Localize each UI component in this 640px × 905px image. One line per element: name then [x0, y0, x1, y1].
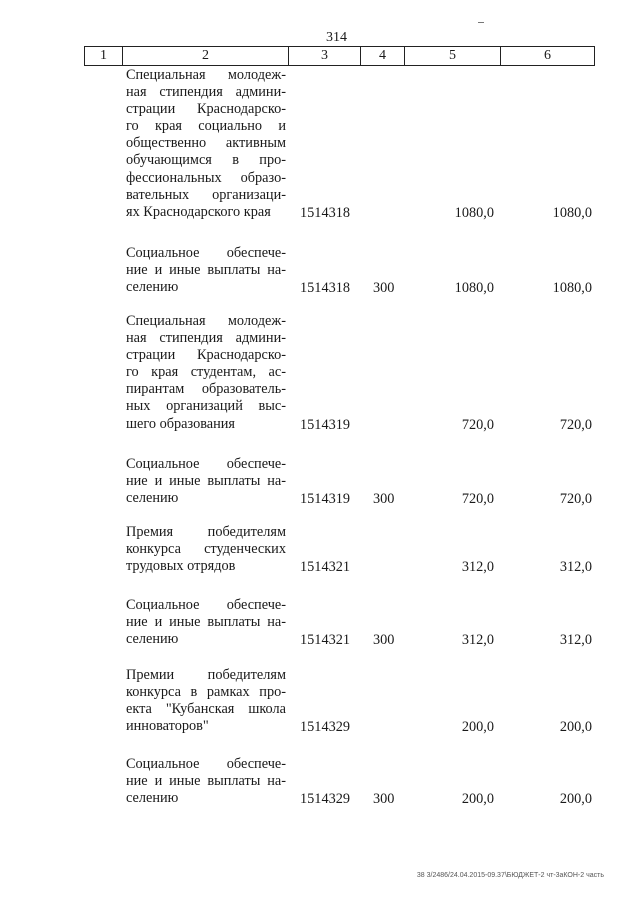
target-code: 1514318 [300, 280, 351, 297]
description-line: Социальное обеспече- [126, 456, 286, 472]
column-header-6: 6 [501, 47, 595, 66]
amount-col6: 312,0 [559, 559, 592, 576]
description-line: ние и иные выплаты на- [126, 262, 286, 279]
description-line: вательных организаци- [126, 186, 286, 203]
description-line: Премия победителям [126, 524, 286, 540]
expense-type: 300 [373, 280, 395, 297]
column-header-2: 2 [123, 47, 289, 66]
description-line: Премии победителям [126, 667, 286, 683]
description-line: го края социально и [126, 118, 286, 135]
amount-col5: 312,0 [461, 559, 494, 576]
description-line: селению [126, 490, 179, 507]
description-line: екта "Кубанская школа [126, 701, 286, 718]
description-line: селению [126, 631, 179, 648]
target-code: 1514318 [300, 204, 351, 221]
description-line: фессиональных образо- [126, 169, 286, 186]
expense-type: 300 [373, 491, 395, 508]
amount-col5: 312,0 [461, 632, 494, 649]
description-line: го края студентам, ас- [126, 364, 286, 381]
expense-type: 300 [373, 632, 395, 649]
row-description [126, 597, 286, 648]
target-code: 1514319 [300, 491, 351, 508]
target-code: 1514329 [300, 791, 351, 808]
column-header-5: 5 [405, 47, 501, 66]
row-description [126, 456, 286, 507]
target-code: 1514321 [300, 559, 351, 576]
description-line: Специальная молодеж- [126, 67, 286, 83]
description-line: пирантам образователь- [126, 381, 286, 398]
target-code: 1514329 [300, 719, 351, 736]
row-description [126, 245, 286, 296]
row-description [126, 524, 286, 575]
description-line: селению [126, 279, 179, 296]
description-line: Специальная молодеж- [126, 313, 286, 329]
description-line: ние и иные выплаты на- [126, 473, 286, 490]
row-description [126, 756, 286, 807]
amount-col5: 720,0 [461, 416, 494, 433]
amount-col6: 312,0 [559, 632, 592, 649]
description-line: страции Краснодарско- [126, 101, 286, 118]
row-description [126, 667, 286, 735]
amount-col5: 720,0 [461, 491, 494, 508]
amount-col5: 200,0 [461, 791, 494, 808]
column-header-3: 3 [289, 47, 361, 66]
description-line: ных организаций выс- [126, 398, 286, 415]
description-line: ние и иные выплаты на- [126, 614, 286, 631]
description-line: конкурса в рамках про- [126, 684, 286, 701]
description-line: обучающимся в про- [126, 152, 286, 169]
amount-col5: 200,0 [461, 719, 494, 736]
amount-col6: 720,0 [559, 416, 592, 433]
description-line: ная стипендия админи- [126, 330, 286, 347]
amount-col5: 1080,0 [454, 204, 494, 221]
expense-type: 300 [373, 791, 395, 808]
page-number: 314 [326, 30, 347, 45]
amount-col6: 1080,0 [552, 280, 592, 297]
description-line: ная стипендия админи- [126, 84, 286, 101]
column-header-4: 4 [361, 47, 405, 66]
footer-stamp: 38 3/2486/24.04.2015-09.37\БЮДЖЕТ-2 чт-3аКОН-2 часть [416, 872, 604, 879]
description-line: селению [126, 790, 179, 807]
amount-col6: 200,0 [559, 719, 592, 736]
amount-col6: 1080,0 [552, 204, 592, 221]
description-line: Социальное обеспече- [126, 597, 286, 613]
amount-col6: 720,0 [559, 491, 592, 508]
amount-col6: 200,0 [559, 791, 592, 808]
row-description [126, 67, 286, 221]
description-line: Социальное обеспече- [126, 245, 286, 261]
description-line: шего образования [126, 415, 235, 432]
description-line: инноваторов" [126, 718, 209, 735]
description-line: трудовых отрядов [126, 558, 236, 575]
description-line: общественно активным [126, 135, 286, 152]
target-code: 1514319 [300, 416, 351, 433]
description-line: ние и иные выплаты на- [126, 773, 286, 790]
description-line: ях Краснодарского края [126, 203, 271, 220]
column-header-1: 1 [85, 47, 123, 66]
description-line: Социальное обеспече- [126, 756, 286, 772]
description-line: страции Краснодарско- [126, 347, 286, 364]
row-description [126, 313, 286, 433]
description-line: конкурса студенческих [126, 541, 286, 558]
amount-col5: 1080,0 [454, 280, 494, 297]
target-code: 1514321 [300, 632, 351, 649]
